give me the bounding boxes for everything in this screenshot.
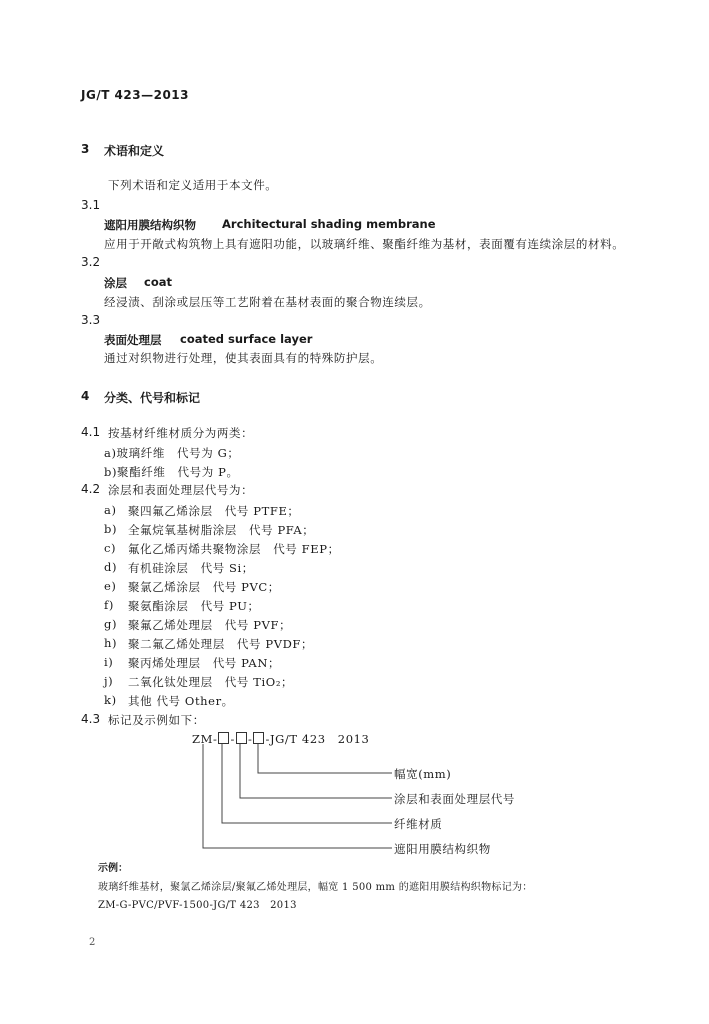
marking-code-suffix: -JG/T 423 2013 [265,732,370,746]
clause-4-3-text: 标记及示例如下： [108,713,205,727]
callout-coating-code: 涂层和表面处理层代号 [394,792,515,806]
clause-4-1-id: 4.1 [81,425,101,439]
callout-width: 幅宽(mm) [394,767,452,781]
list-item: b)聚酯纤维 代号为 P。 [104,465,239,479]
term-3-3-id: 3.3 [81,313,101,327]
list-item-mark: d) [104,560,118,574]
list-item: 聚二氟乙烯处理层 代号 PVDF； [128,637,314,651]
term-3-1-english: Architectural shading membrane [222,217,436,231]
section-4-number: 4 [81,389,90,403]
callout-fiber-material: 纤维材质 [394,817,443,831]
term-3-2-name: 涂层 [104,276,127,290]
example-code: ZM-G-PVC/PVF-1500-JG/T 423 2013 [98,900,297,911]
list-item-mark: i) [104,655,114,669]
list-item: 氟化乙烯丙烯共聚物涂层 代号 FEP； [128,542,340,556]
list-item: 聚丙烯处理层 代号 PAN； [128,656,281,670]
list-item: 聚氟乙烯处理层 代号 PVF； [128,618,292,632]
term-3-2-definition: 经浸渍、刮涂或层压等工艺附着在基材表面的聚合物连续层。 [104,295,431,309]
term-3-2-id: 3.2 [81,255,101,269]
section-3-number: 3 [81,142,90,156]
list-item: a)玻璃纤维 代号为 G； [104,446,240,460]
standard-number: JG/T 423—2013 [81,88,190,102]
list-item: 聚四氟乙烯涂层 代号 PTFE； [128,504,300,518]
term-3-1-definition: 应用于开敞式构筑物上具有遮阳功能，以玻璃纤维、聚酯纤维为基材，表面覆有连续涂层的材料。 [104,237,625,251]
section-3-intro: 下列术语和定义适用于本文件。 [108,178,278,192]
list-item-mark: j) [104,674,114,688]
example-text: 玻璃纤维基材，聚氯乙烯涂层/聚氟乙烯处理层，幅宽 1 500 mm 的遮阳用膜结构织物标记为： [98,882,533,893]
list-item-mark: k) [104,693,117,707]
clause-4-2-id: 4.2 [81,482,101,496]
term-3-3-name: 表面处理层 [104,333,162,347]
list-item-mark: e) [104,579,117,593]
term-3-1-name: 遮阳用膜结构织物 [104,218,196,232]
section-4-title: 分类、代号和标记 [104,391,201,405]
list-item: 聚氯乙烯涂层 代号 PVC； [128,580,280,594]
list-item: 二氧化钛处理层 代号 TiO₂； [128,675,294,689]
section-3-title: 术语和定义 [104,144,165,158]
page-number: 2 [89,937,96,948]
list-item-mark: g) [104,617,118,631]
term-3-1-id: 3.1 [81,198,101,212]
marking-code: ZM- - - -JG/T 423 2013 [192,732,370,746]
clause-4-3-id: 4.3 [81,712,101,726]
list-item: 其他 代号 Other。 [128,694,234,708]
list-item-mark: c) [104,541,117,555]
clause-4-1-text: 按基材纤维材质分为两类： [108,426,254,440]
list-item-mark: f) [104,598,114,612]
list-item-mark: b) [104,522,118,536]
marking-code-prefix: ZM- [192,732,218,746]
list-item-mark: a) [104,503,117,517]
list-item: 全氟烷氧基树脂涂层 代号 PFA； [128,523,315,537]
list-item: 有机硅涂层 代号 Si； [128,561,254,575]
term-3-3-definition: 通过对织物进行处理，使其表面具有的特殊防护层。 [104,351,383,365]
clause-4-2-text: 涂层和表面处理层代号为： [108,483,254,497]
list-item: 聚氨酯涂层 代号 PU； [128,599,260,613]
term-3-2-english: coat [144,275,172,289]
callout-product: 遮阳用膜结构织物 [394,842,491,856]
example-label: 示例： [98,863,128,874]
list-item-mark: h) [104,636,118,650]
term-3-3-english: coated surface layer [180,332,313,346]
